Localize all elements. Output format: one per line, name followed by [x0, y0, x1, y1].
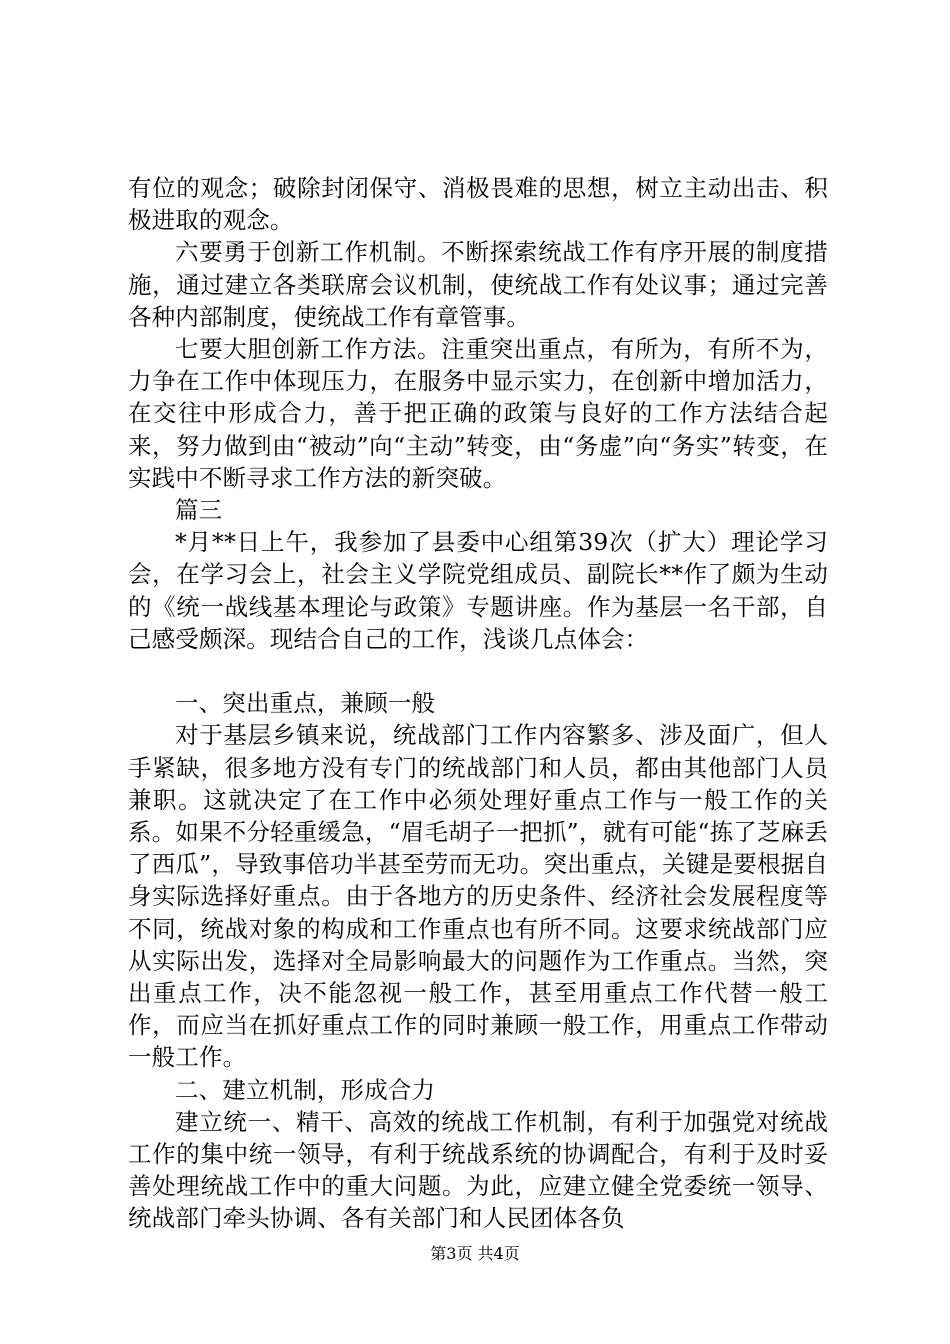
- paragraph-4: *月**日上午，我参加了县委中心组第39次（扩大）理论学习会，在学习会上，社会主义学院党组成员、副院长**作了颇为生动的《统一战线基本理论与政策》专题讲座。作为基层一名干部，自己感受颇深。现结合自己的工作，浅谈几点体会：: [128, 528, 828, 653]
- document-body: [128, 172, 828, 1235]
- paragraph-5: 对于基层乡镇来说，统战部门工作内容繁多、涉及面广，但人手紧缺，很多地方没有专门的统战部门和人员，都由其他部门人员兼职。这就决定了在工作中必须处理好重点工作与一般工作的关系。如果不分轻重缓急，“眉毛胡子一把抓”，就有可能“拣了芝麻丢了西瓜”，导致事倍功半甚至劳而无功。突出重点，关键是要根据自身实际选择好重点。由于各地方的历史条件、经济社会发展程度等不同，统战对象的构成和工作重点也有所不同。这要求统战部门应从实际出发，选择对全局影响最大的问题作为工作重点。当然，突出重点工作，决不能忽视一般工作，甚至用重点工作代替一般工作，而应当在抓好重点工作的同时兼顾一般工作，用重点工作带动一般工作。: [128, 721, 828, 1072]
- page-footer: [0, 1244, 950, 1264]
- section-heading-pian-san: 篇三: [175, 496, 223, 525]
- blank-line: [128, 655, 828, 687]
- page-number-label: 第3页 共4页: [430, 1244, 520, 1263]
- section-heading-1: 一、突出重点，兼顾一般: [175, 689, 436, 718]
- paragraph-3: 七要大胆创新工作方法。注重突出重点，有所为，有所不为，力争在工作中体现压力，在服务中显示实力，在创新中增加活力，在交往中形成合力，善于把正确的政策与良好的工作方法结合起来，努力做到由“被动”向“主动”转变，由“务虚”向“务实”转变，在实践中不断寻求工作方法的新突破。: [128, 335, 828, 492]
- paragraph-2: 六要勇于创新工作机制。不断探索统战工作有序开展的制度措施，通过建立各类联席会议机制，使统战工作有处议事；通过完善各种内部制度，使统战工作有章管事。: [128, 238, 828, 331]
- section-heading-2: 二、建立机制，形成合力: [175, 1075, 436, 1104]
- paragraph-6: 建立统一、精干、高效的统战工作机制，有利于加强党对统战工作的集中统一领导，有利于统战系统的协调配合，有利于及时妥善处理统战工作中的重大问题。为此，应建立健全党委统一领导、统战部门牵头协调、各有关部门和人民团体各负: [128, 1107, 828, 1233]
- paragraph-1: 有位的观念；破除封闭保守、消极畏难的思想，树立主动出击、积极进取的观念。: [128, 174, 828, 235]
